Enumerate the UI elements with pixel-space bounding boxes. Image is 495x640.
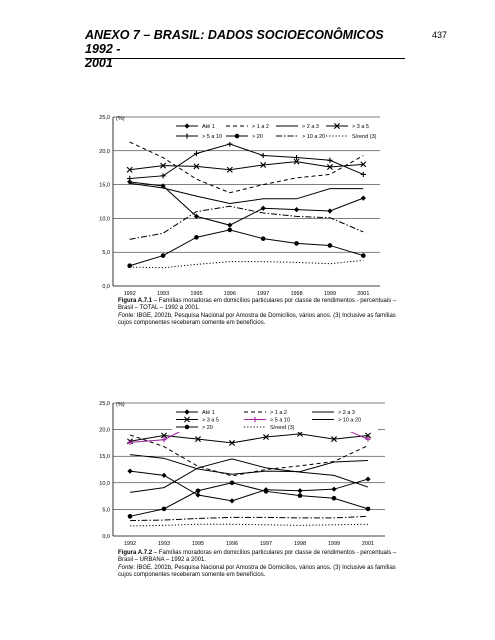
data-point [229,498,234,503]
legend-label: S/rend (3) [270,425,295,431]
series-at-1 [127,179,366,227]
data-point [331,487,336,492]
data-point [332,496,337,501]
x-tick-label: 1997 [259,541,273,547]
figure-1-chart [0,110,495,300]
series--5-a-10 [127,141,366,181]
y-tick-label: 15,0 [99,182,110,189]
series--2-a-3 [130,455,368,475]
x-tick-label: 1993 [156,291,170,297]
data-point [227,141,232,146]
data-point [195,492,200,497]
data-point [261,153,266,158]
legend-label: Até 1 [202,124,215,130]
x-tick-label: 1993 [157,541,171,547]
legend-label: S/rend (3) [352,134,377,140]
data-point [194,235,199,240]
x-tick-label: 2001 [361,541,375,547]
data-point [294,207,299,212]
figure-2-caption [118,550,408,579]
x-tick-label: 1996 [225,541,239,547]
x-tick-label: 1999 [323,291,337,297]
figure-1-caption-label: Figura A.7.1 [118,298,153,304]
data-point [327,208,332,213]
figure-2-caption-text: – Famílias moradoras em domicílios particulares por classe de rendimentos - percentuais – Brasil – URBANA – 1992 a 2001. [118,550,397,564]
x-tick-label: 1997 [257,291,270,297]
legend-label: > 20 [202,425,213,431]
series-line [130,144,364,178]
legend-label: > 2 a 3 [302,124,319,130]
page-header-title [85,28,405,70]
series--20 [127,228,365,268]
data-point [160,173,165,178]
legend [172,120,378,142]
data-point [128,514,133,519]
series-s-rend-3- [130,260,364,267]
x-tick-label: 1995 [190,291,203,297]
figure-1-caption-text: – Famílias moradoras em domicílios particulares por classe de rendimentos - percentuais – Brasil – TOTAL – 1992 a 2001. [118,298,397,312]
data-point [228,228,233,233]
figure-2-source-text: : IBGE, 2002b, Pesquisa Nacional por Amostra de Domicílios, vários anos. (3) Inclusive as famílias cujos componentes receberam somente em benefícios. [118,564,396,578]
data-point [230,481,235,486]
data-point [298,493,303,498]
figure-1-source-label: Fonte [118,312,134,319]
y-tick-label: 10,0 [99,216,110,223]
figure-1-source-text: : IBGE, 2002b, Pesquisa Nacional por Amostra de Domicílios, vários anos. (3) Inclusive as famílias cujos componentes receberam somente em benefícios. [118,312,396,326]
legend-label: > 1 a 2 [270,410,287,416]
legend-marker [235,134,240,139]
x-tick-label: 2001 [357,291,370,297]
y-tick-label: 25,0 [99,401,110,407]
data-point [127,176,132,181]
x-tick-label: 1998 [290,291,303,297]
series-line [130,516,368,520]
legend-label: > 3 a 5 [202,417,219,424]
header-divider [85,58,405,59]
series--20 [128,481,371,519]
series-unlabeled [130,516,368,520]
x-tick-label: 1995 [191,541,205,547]
series-s-rend-3- [130,524,368,526]
x-tick-label: 1992 [123,541,137,547]
legend-label: > 5 a 10 [270,417,291,424]
legend-label: > 1 a 2 [252,124,269,130]
data-point [261,206,266,211]
data-point [161,253,166,258]
data-point [328,243,333,248]
data-point [361,253,366,258]
figure-2-caption-label: Figura A.7.2 [118,550,153,556]
data-point [261,236,266,241]
figure-2-chart [0,395,495,555]
data-point [365,476,370,481]
figure-2-source-label: Fonte [118,564,134,571]
legend [172,406,378,432]
data-point [162,507,167,512]
data-point [361,172,366,177]
y-tick-label: 5,0 [102,507,110,514]
series-line [130,260,364,267]
data-point [196,488,201,493]
legend-label: > 2 a 3 [338,410,355,416]
figure-1-caption [118,298,408,327]
legend-label: Até 1 [202,410,215,416]
data-point [327,158,332,163]
y-tick-label: 15,0 [99,454,110,461]
x-tick-label: 1992 [123,291,136,297]
data-point [361,196,366,201]
data-point [264,489,269,494]
data-point [297,488,302,493]
legend-label: > 20 [252,134,263,140]
y-tick-label: 20,0 [99,427,110,434]
data-point [294,241,299,246]
y-tick-label: 0,0 [102,284,110,290]
data-point [161,473,166,478]
legend-label: > 5 a 10 [202,134,223,140]
x-tick-label: 1998 [293,541,307,547]
data-point [127,468,132,473]
y-axis-label: (%) [116,116,125,122]
data-point [194,151,199,156]
legend-label: > 10 a 20 [338,417,362,424]
y-tick-label: 25,0 [99,115,110,121]
legend-label: > 3 a 5 [352,124,369,130]
page-number: 437 [432,30,448,40]
data-point [227,223,232,228]
x-tick-label: 1996 [223,291,236,297]
y-tick-label: 0,0 [102,534,110,540]
y-axis-label: (%) [116,402,125,408]
header-title-line2: 2001 [85,56,113,70]
series-line [130,524,368,526]
y-tick-label: 5,0 [102,250,110,257]
x-tick-label: 1999 [327,541,341,547]
series-line [130,455,368,475]
y-tick-label: 20,0 [99,148,110,155]
y-tick-label: 10,0 [99,480,110,487]
legend-label: > 10 a 20 [302,134,326,140]
data-point [366,507,371,512]
series-line [130,230,364,266]
header-title-line1: ANEXO 7 – BRASIL: DADOS SOCIOECONÔMICOS 1992 - [85,28,384,56]
legend-marker [185,425,190,430]
